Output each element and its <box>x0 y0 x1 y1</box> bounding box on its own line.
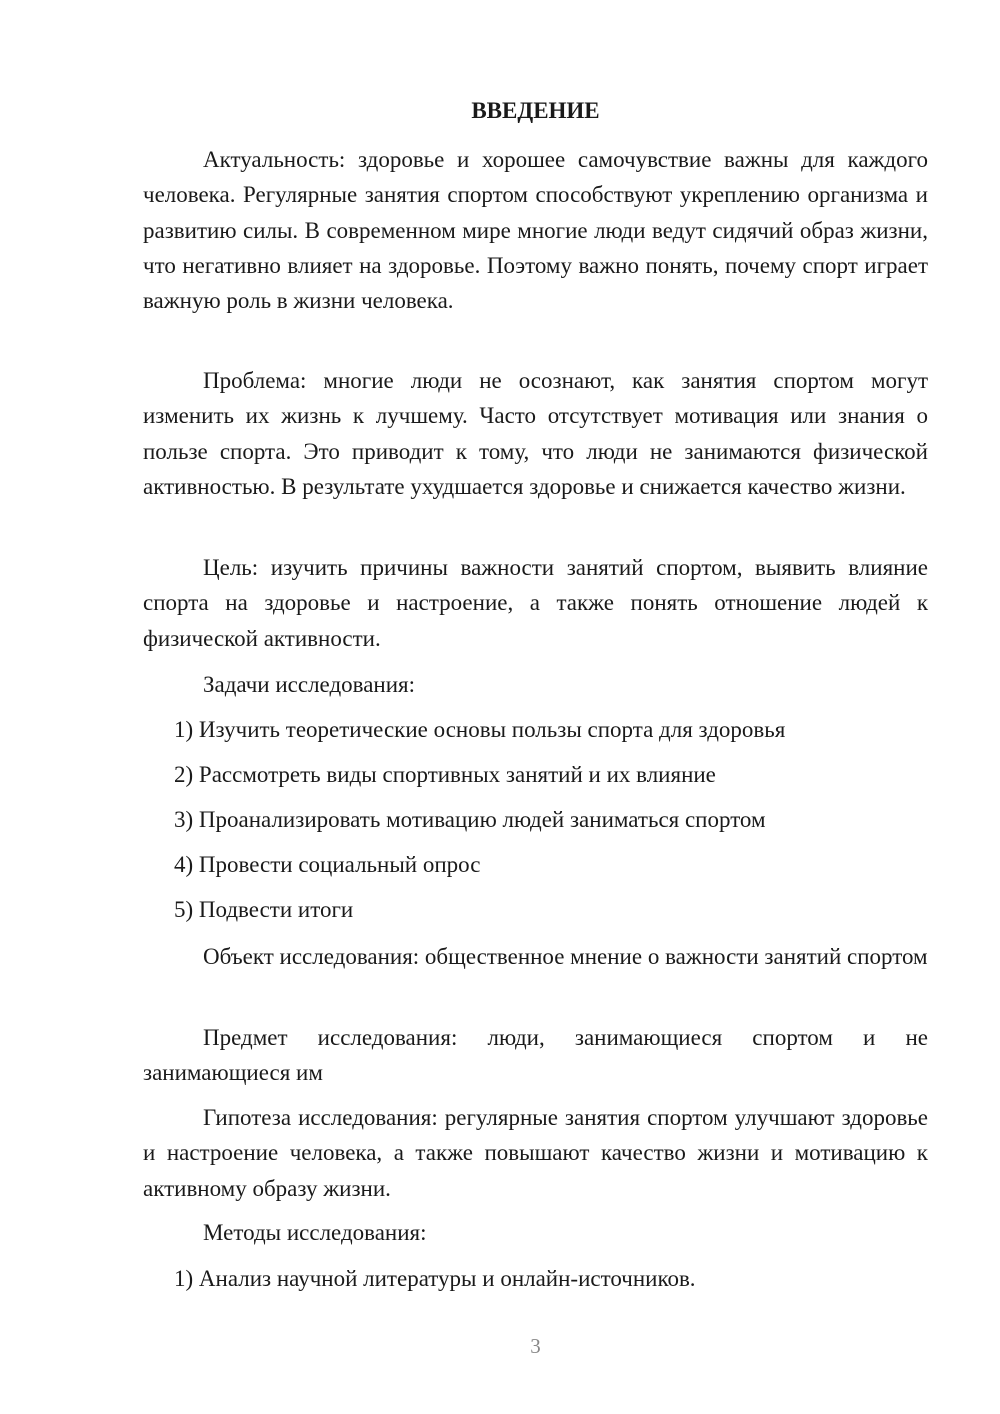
goal-paragraph: Цель: изучить причины важности занятий спортом, выявить влияние спорта на здоровье и настроение, а также понять отношение людей к физической активности. <box>143 555 928 651</box>
task-item: 2) Рассмотреть виды спортивных занятий и их влияние <box>174 762 716 787</box>
task-item: 4) Провести социальный опрос <box>174 852 481 877</box>
method-item: 1) Анализ научной литературы и онлайн-источников. <box>174 1266 696 1291</box>
hypothesis-paragraph: Гипотеза исследования: регулярные занятия спортом улучшают здоровье и настроение человека, а также повышают качество жизни и мотивацию к активному образу жизни. <box>143 1105 928 1201</box>
tasks-heading: Задачи исследования: <box>203 672 416 697</box>
page-number: 3 <box>530 1334 541 1358</box>
task-item: 1) Изучить теоретические основы пользы спорта для здоровья <box>174 717 786 742</box>
document-page <box>143 0 928 1414</box>
relevance-paragraph: Актуальность: здоровье и хорошее самочувствие важны для каждого человека. Регулярные занятия спортом способствуют укреплению организма и развитию силы. В современном мире многие люди ведут сидячий образ жизни, что негативно влияет на здоровье. Поэтому важно понять, почему спорт играет важную роль в жизни человека. <box>143 147 928 314</box>
methods-heading: Методы исследования: <box>203 1220 427 1245</box>
task-item: 3) Проанализировать мотивацию людей заниматься спортом <box>174 807 766 832</box>
subject-paragraph: Предмет исследования: люди, занимающиеся спортом и не занимающиеся им <box>143 1025 928 1086</box>
task-item: 5) Подвести итоги <box>174 897 354 922</box>
page-title: ВВЕДЕНИЕ <box>471 98 600 123</box>
object-paragraph: Объект исследования: общественное мнение о важности занятий спортом <box>203 944 928 969</box>
problem-paragraph: Проблема: многие люди не осознают, как занятия спортом могут изменить их жизнь к лучшему. Часто отсутствует мотивация или знания о пользе спорта. Это приводит к тому, что люди не занимаются физической активностью. В результате ухудшается здоровье и снижается качество жизни. <box>143 368 928 499</box>
